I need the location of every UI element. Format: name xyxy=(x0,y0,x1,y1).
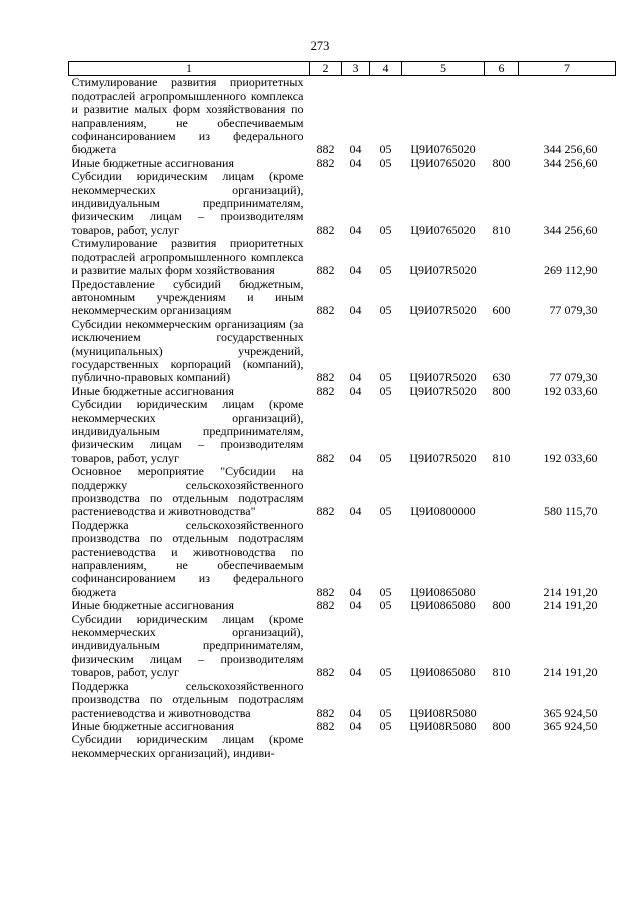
row-expense-type xyxy=(485,680,519,720)
row-subsection-code: 05 xyxy=(379,598,392,613)
row-amount: 365 924,50 xyxy=(543,718,598,733)
row-description: Поддержка сельскохозяйственного производства по отдельным подотраслям растениеводства и животноводства xyxy=(71,678,304,720)
row-section-code: 04 xyxy=(349,584,362,599)
row-section-code: 04 xyxy=(349,383,362,398)
table-row xyxy=(69,170,616,237)
row-description: Поддержка сельскохозяйственного производства по отдельным подотраслям растениеводства и животноводства по направлениям, не обеспечиваемым софинансированием из федерального бюджета xyxy=(71,517,304,599)
row-ministry-code: 882 xyxy=(316,584,335,599)
row-ministry-code: 882 xyxy=(316,370,335,385)
row-section-code: 04 xyxy=(349,504,362,519)
row-expense-type: 810 xyxy=(492,450,511,465)
row-amount xyxy=(519,733,616,760)
row-ministry-code xyxy=(310,733,342,760)
row-target-article: Ц9И0765020 xyxy=(410,155,476,170)
row-target-article xyxy=(402,733,485,760)
row-expense-type: 800 xyxy=(492,718,511,733)
row-section-code: 04 xyxy=(349,450,362,465)
row-section-code: 04 xyxy=(349,155,362,170)
row-section-code: 04 xyxy=(349,370,362,385)
row-target-article: Ц9И0765020 xyxy=(410,222,476,237)
row-section-code: 04 xyxy=(349,718,362,733)
table-row xyxy=(69,720,616,733)
row-expense-type: 630 xyxy=(492,370,511,385)
row-subsection-code: 05 xyxy=(379,303,392,318)
page-number: 273 xyxy=(310,39,330,53)
row-target-article: Ц9И0865080 xyxy=(410,665,476,680)
row-target-article: Ц9И08R5080 xyxy=(409,705,477,720)
column-header: 7 xyxy=(519,62,616,76)
row-ministry-code: 882 xyxy=(316,705,335,720)
row-expense-type: 810 xyxy=(492,665,511,680)
table-row xyxy=(69,465,616,519)
row-ministry-code: 882 xyxy=(316,718,335,733)
row-ministry-code: 882 xyxy=(316,383,335,398)
row-amount: 344 256,60 xyxy=(543,155,598,170)
row-ministry-code: 882 xyxy=(316,665,335,680)
row-subsection-code: 05 xyxy=(379,383,392,398)
table-row xyxy=(69,733,616,760)
row-amount: 344 256,60 xyxy=(543,142,598,157)
row-section-code: 04 xyxy=(349,303,362,318)
row-description: Субсидии юридическим лицам (кроме некоммерческих организаций), индивидуальным предпринимателям, физическим лицам – производителям товаров, работ, услуг xyxy=(71,611,304,680)
row-description: Субсидии юридическим лицам (кроме некоммерческих организаций), индиви- xyxy=(71,732,304,760)
row-ministry-code: 882 xyxy=(316,222,335,237)
row-subsection-code: 05 xyxy=(379,504,392,519)
row-ministry-code: 882 xyxy=(316,263,335,278)
row-target-article: Ц9И07R5020 xyxy=(409,303,477,318)
row-subsection-code: 05 xyxy=(379,263,392,278)
row-expense-type xyxy=(485,519,519,599)
table-row xyxy=(69,519,616,599)
row-amount: 77 079,30 xyxy=(549,370,598,385)
row-target-article: Ц9И08R5080 xyxy=(409,718,477,733)
column-header: 4 xyxy=(370,62,402,76)
row-ministry-code: 882 xyxy=(316,504,335,519)
row-amount: 580 115,70 xyxy=(543,504,598,519)
row-ministry-code: 882 xyxy=(316,450,335,465)
row-subsection-code: 05 xyxy=(379,665,392,680)
row-ministry-code: 882 xyxy=(316,142,335,157)
row-amount: 192 033,60 xyxy=(543,383,598,398)
row-expense-type xyxy=(485,76,519,157)
row-target-article: Ц9И07R5020 xyxy=(409,383,477,398)
row-section-code: 04 xyxy=(349,222,362,237)
row-description: Иные бюджетные ассигнования xyxy=(71,383,234,398)
row-expense-type xyxy=(485,733,519,760)
row-amount: 214 191,20 xyxy=(543,665,598,680)
row-subsection-code: 05 xyxy=(379,718,392,733)
row-expense-type xyxy=(485,465,519,519)
table-row xyxy=(69,599,616,612)
table-row xyxy=(69,385,616,398)
row-section-code: 04 xyxy=(349,142,362,157)
row-description: Иные бюджетные ассигнования xyxy=(71,155,234,170)
row-description: Иные бюджетные ассигнования xyxy=(71,718,234,733)
row-target-article: Ц9И07R5020 xyxy=(409,370,477,385)
row-amount: 192 033,60 xyxy=(543,450,598,465)
table-row xyxy=(69,278,616,318)
row-ministry-code: 882 xyxy=(316,303,335,318)
row-amount: 365 924,50 xyxy=(543,705,598,720)
table-row xyxy=(69,157,616,170)
row-subsection-code: 05 xyxy=(379,370,392,385)
table-row xyxy=(69,76,616,157)
row-subsection-code: 05 xyxy=(379,450,392,465)
table-row xyxy=(69,680,616,720)
row-subsection-code: 05 xyxy=(379,155,392,170)
row-target-article: Ц9И07R5020 xyxy=(409,263,477,278)
row-subsection-code: 05 xyxy=(379,142,392,157)
row-section-code xyxy=(342,733,370,760)
row-target-article: Ц9И0765020 xyxy=(410,142,476,157)
row-amount: 214 191,20 xyxy=(543,598,598,613)
column-header: 5 xyxy=(402,62,485,76)
row-target-article: Ц9И0800000 xyxy=(410,504,476,519)
column-header: 2 xyxy=(310,62,342,76)
row-ministry-code: 882 xyxy=(316,598,335,613)
row-expense-type: 800 xyxy=(492,383,511,398)
budget-table xyxy=(68,61,616,760)
row-expense-type: 800 xyxy=(492,598,511,613)
row-description: Субсидии некоммерческим организациям (за исключением государственных (муниципальных) учреждений, государственных корпораций (компаний), публично-правовых компаний) xyxy=(71,316,304,385)
row-expense-type: 600 xyxy=(492,303,511,318)
table-row xyxy=(69,237,616,277)
row-subsection-code: 05 xyxy=(379,705,392,720)
table-header-row xyxy=(69,62,616,76)
row-expense-type xyxy=(485,237,519,277)
row-description: Стимулирование развития приоритетных подотраслей агропромышленного комплекса и развитие малых форм хозяйствования по направлениям, не обеспечиваемым софинансированием из федерального бюджета xyxy=(71,75,304,157)
table-row xyxy=(69,398,616,465)
table-body xyxy=(69,76,616,760)
row-description: Основное мероприятие "Субсидии на поддержку сельскохозяйственного производства по отдельным подотраслям растениеводства и животноводства" xyxy=(71,464,304,519)
row-description: Субсидии юридическим лицам (кроме некоммерческих организаций), индивидуальным предпринимателям, физическим лицам – производителям товаров, работ, услуг xyxy=(71,169,304,237)
column-header: 3 xyxy=(342,62,370,76)
row-section-code: 04 xyxy=(349,705,362,720)
row-subsection-code: 05 xyxy=(379,584,392,599)
table-row xyxy=(69,318,616,385)
row-subsection-code xyxy=(370,733,402,760)
row-description: Предоставление субсидий бюджетным, автономным учреждениям и иным некоммерческим организациям xyxy=(71,276,304,318)
row-section-code: 04 xyxy=(349,263,362,278)
row-target-article: Ц9И0865080 xyxy=(410,584,476,599)
row-expense-type: 810 xyxy=(492,222,511,237)
row-amount: 344 256,60 xyxy=(543,222,598,237)
row-ministry-code: 882 xyxy=(316,155,335,170)
row-description: Иные бюджетные ассигнования xyxy=(71,598,234,613)
row-expense-type: 800 xyxy=(492,155,511,170)
row-target-article: Ц9И07R5020 xyxy=(409,450,477,465)
row-target-article: Ц9И0865080 xyxy=(410,598,476,613)
row-description: Субсидии юридическим лицам (кроме некоммерческих организаций), индивидуальным предпринимателям, физическим лицам – производителям товаров, работ, услуг xyxy=(71,397,304,465)
column-header: 1 xyxy=(69,62,310,76)
row-amount: 214 191,20 xyxy=(543,584,598,599)
column-header: 6 xyxy=(485,62,519,76)
row-section-code: 04 xyxy=(349,598,362,613)
row-amount: 77 079,30 xyxy=(549,303,598,318)
row-subsection-code: 05 xyxy=(379,222,392,237)
row-description: Стимулирование развития приоритетных подотраслей агропромышленного комплекса и развитие малых форм хозяйствования xyxy=(71,236,304,278)
row-amount: 269 112,90 xyxy=(543,263,598,278)
row-section-code: 04 xyxy=(349,665,362,680)
table-row xyxy=(69,613,616,680)
